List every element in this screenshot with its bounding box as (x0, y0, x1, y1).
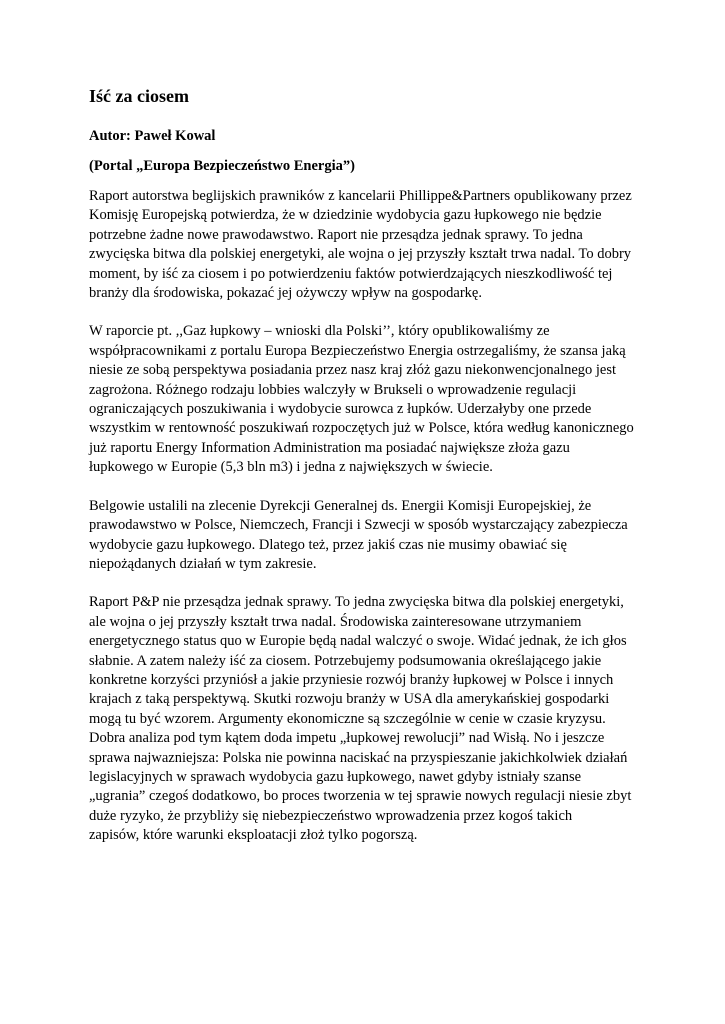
paragraph-1: Raport autorstwa beglijskich prawników z kancelarii Phillippe&Partners opublikowany przez Komisję Europejską potwierdza, że w dziedzinie wydobycia gazu łupkowego nie będzie potrzebne żadne nowe prawodawstwo. Raport nie przesądza jednak sprawy. To jedna zwycięska bitwa dla polskiej energetyki, ale wojna o jej przyszły kształt trwa nadal. To dobry moment, by iść za ciosem i po potwierdzeniu faktów potwierdzających nieszkodliwość tej branży dla środowiska, pokazać jej ożywczy wpływ na gospodarkę. (89, 188, 632, 302)
document-source: (Portal „Europa Bezpieczeństwo Energia”) (89, 158, 355, 174)
document-title: Iść za ciosem (89, 86, 189, 106)
paragraph-2: W raporcie pt. ,,Gaz łupkowy – wnioski dla Polski’’, który opublikowaliśmy ze współpracownikami z portalu Europa Bezpieczeństwo Energia ostrzegaliśmy, że szansa jaką niesie ze sobą perspektywa posiadania przez nasz kraj złóż gazu niekonwencjonalnego jest zagrożona. Różnego rodzaju lobbies walczyły w Brukseli o wprowadzenie regulacji ograniczających poszukiwania i wydobycie surowca z łupków. Uderzałyby one przede wszystkim w rentowność poszukiwań rozpoczętych już w Polsce, która według kanonicznego już raportu Energy Information Administration ma posiadać największe złoża gazu łupkowego w Europie (5,3 bln m3) i jedna z największych w świecie. (89, 323, 634, 476)
document-page (89, 84, 641, 865)
paragraph-3: Belgowie ustalili na zlecenie Dyrekcji Generalnej ds. Energii Komisji Europejskiej, że prawodawstwo w Polsce, Niemczech, Francji i Szwecji w sposób wystarczający zabezpiecza wydobycie gazu łupkowego. Dlatego też, przez jakiś czas nie musimy obawiać się niepożądanych działań w tym zakresie. (89, 497, 628, 572)
paragraph-4: Raport P&P nie przesądza jednak sprawy. To jedna zwycięska bitwa dla polskiej energetyki, ale wojna o jej przyszły kształt trwa nadal. Środowiska zainteresowane utrzymaniem energetycznego status quo w Europie będą nadal walczyć o swoje. Widać jednak, że ich głos słabnie. A zatem należy iść za ciosem. Potrzebujemy podsumowania określającego jakie konkretne korzyści przyniósł a jakie przyniesie rozwój branży łupkowej w Polsce i innych krajach z taką perspektywą. Skutki rozwoju branży w USA dla amerykańskiej gospodarki mogą tu być wzorem. Argumenty ekonomiczne są szczególnie w cenie w czasie kryzysu. Dobra analiza pod tym kątem doda impetu „łupkowej rewolucji” nad Wisłą. No i jeszcze sprawa najwazniejsza: Polska nie powinna naciskać na przyspieszanie jakichkolwiek działań legislacyjnych w sprawach wydobycia gazu łupkowego, nawet gdyby istniały szanse „ugrania” czegoś dodatkowo, bo proces tworzenia w tej sprawie nowych regulacji niesie zbyt duże ryzyko, że przybliży się niebezpieczeństwo wprowadzenia przez kogoś takich zapisów, które warunki eksploatacji złoż tylko pogorszą. (89, 594, 632, 844)
document-author: Autor: Paweł Kowal (89, 128, 216, 144)
